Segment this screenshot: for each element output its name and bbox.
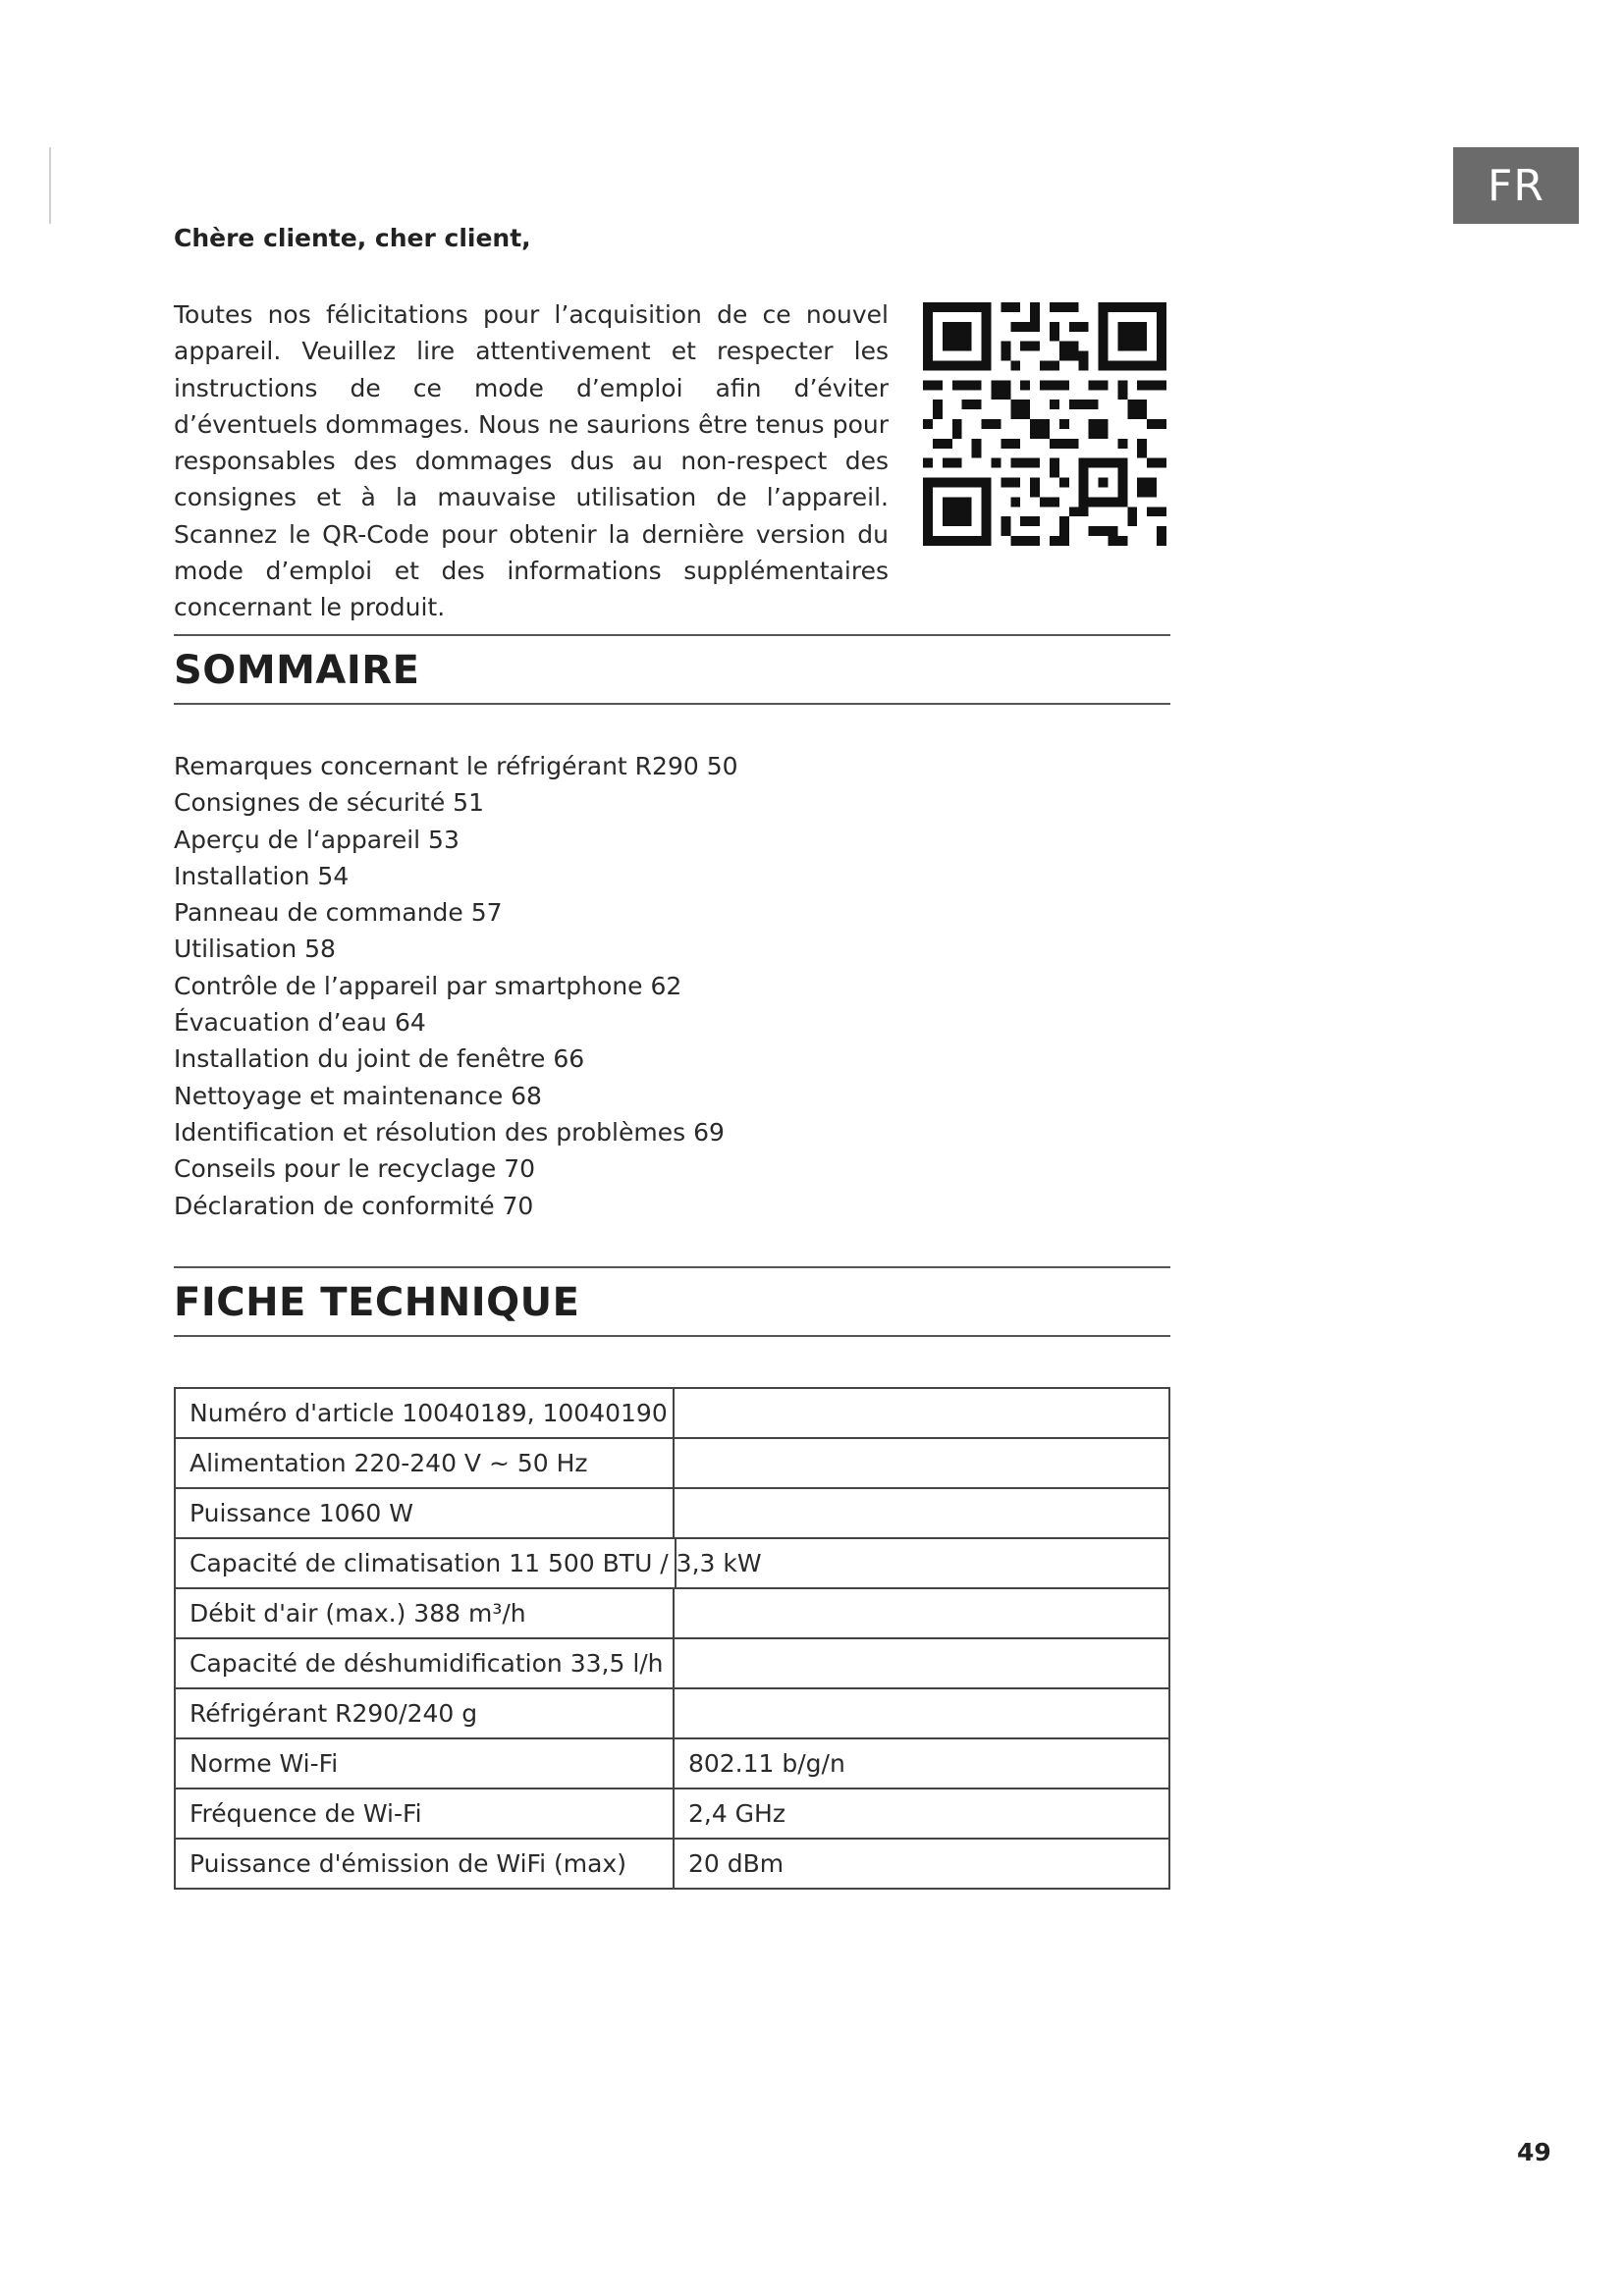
spec-value (674, 1488, 1169, 1538)
spec-label: Numéro d'article 10040189, 10040190 (175, 1388, 674, 1438)
qr-code-icon (923, 302, 1166, 546)
page-number: 49 (1517, 2138, 1551, 2166)
summary-top-rule (174, 634, 1170, 636)
toc-item: Installation du joint de fenêtre 66 (174, 1044, 585, 1074)
spec-label: Capacité de déshumidification 33,5 l/h (175, 1638, 674, 1688)
spec-value: 20 dBm (674, 1839, 1169, 1889)
spec-value (674, 1438, 1169, 1488)
spec-label: Fréquence de Wi-Fi (175, 1789, 674, 1839)
table-row (175, 1688, 1169, 1738)
spec-label-overflow (175, 1538, 1169, 1588)
spec-value (674, 1588, 1169, 1638)
table-row (175, 1638, 1169, 1688)
spec-label: Capacité de climatisation 11 500 BTU / 3,3 kW (189, 1549, 762, 1577)
spec-table (174, 1387, 1170, 1890)
table-of-contents (174, 748, 738, 1224)
greeting: Chère cliente, cher client, (174, 224, 531, 252)
spec-label: Puissance d'émission de WiFi (max) (175, 1839, 674, 1889)
spec-label: Puissance 1060 W (175, 1488, 674, 1538)
specs-bottom-rule (174, 1335, 1170, 1337)
specs-top-rule (174, 1266, 1170, 1268)
spec-label: Alimentation 220-240 V ~ 50 Hz (175, 1438, 674, 1488)
spec-value (674, 1388, 1169, 1438)
table-row (175, 1789, 1169, 1839)
spec-value: 802.11 b/g/n (674, 1738, 1169, 1789)
spec-value (674, 1688, 1169, 1738)
spec-value (674, 1638, 1169, 1688)
toc-item: Aperçu de l‘appareil 53 (174, 825, 460, 854)
summary-title: SOMMAIRE (174, 648, 420, 693)
table-row (175, 1488, 1169, 1538)
toc-item: Identification et résolution des problèmes 69 (174, 1117, 725, 1147)
toc-item: Installation 54 (174, 861, 350, 890)
toc-item: Consignes de sécurité 51 (174, 788, 484, 818)
table-row (175, 1438, 1169, 1488)
spec-value: 2,4 GHz (674, 1789, 1169, 1839)
toc-item: Utilisation 58 (174, 934, 336, 964)
table-row (175, 1839, 1169, 1889)
intro-paragraph: Toutes nos félicitations pour l’acquisition de ce nouvel appareil. Veuillez lire attentivement et respecter les instructions de ce mode d’emploi afin d’éviter d’éventuels dommages. Nous ne saurions être tenus pour responsables des dommages dus au non-respect des consignes et à la mauvaise utilisation de l’appareil. Scannez le QR-Code pour obtenir la dernière version du mode d’emploi et des informations supplémentaires concernant le produit. (174, 300, 889, 622)
toc-item: Remarques concernant le réfrigérant R290 50 (174, 752, 738, 780)
toc-item: Conseils pour le recyclage 70 (174, 1154, 536, 1184)
table-row (175, 1388, 1169, 1438)
table-row (175, 1538, 1169, 1588)
toc-item: Évacuation d’eau 64 (174, 1008, 426, 1038)
left-margin-rule (49, 147, 51, 224)
summary-bottom-rule (174, 703, 1170, 705)
toc-item: Nettoyage et maintenance 68 (174, 1081, 542, 1110)
spec-label: Débit d'air (max.) 388 m³/h (175, 1588, 674, 1638)
spec-label: Norme Wi-Fi (175, 1738, 674, 1789)
specs-title: FICHE TECHNIQUE (174, 1280, 580, 1325)
table-row (175, 1738, 1169, 1789)
toc-item: Déclaration de conformité 70 (174, 1191, 534, 1220)
table-row (175, 1588, 1169, 1638)
toc-item: Panneau de commande 57 (174, 898, 503, 928)
spec-label: Réfrigérant R290/240 g (175, 1688, 674, 1738)
language-badge: FR (1453, 147, 1579, 224)
toc-item: Contrôle de l’appareil par smartphone 62 (174, 971, 682, 1000)
